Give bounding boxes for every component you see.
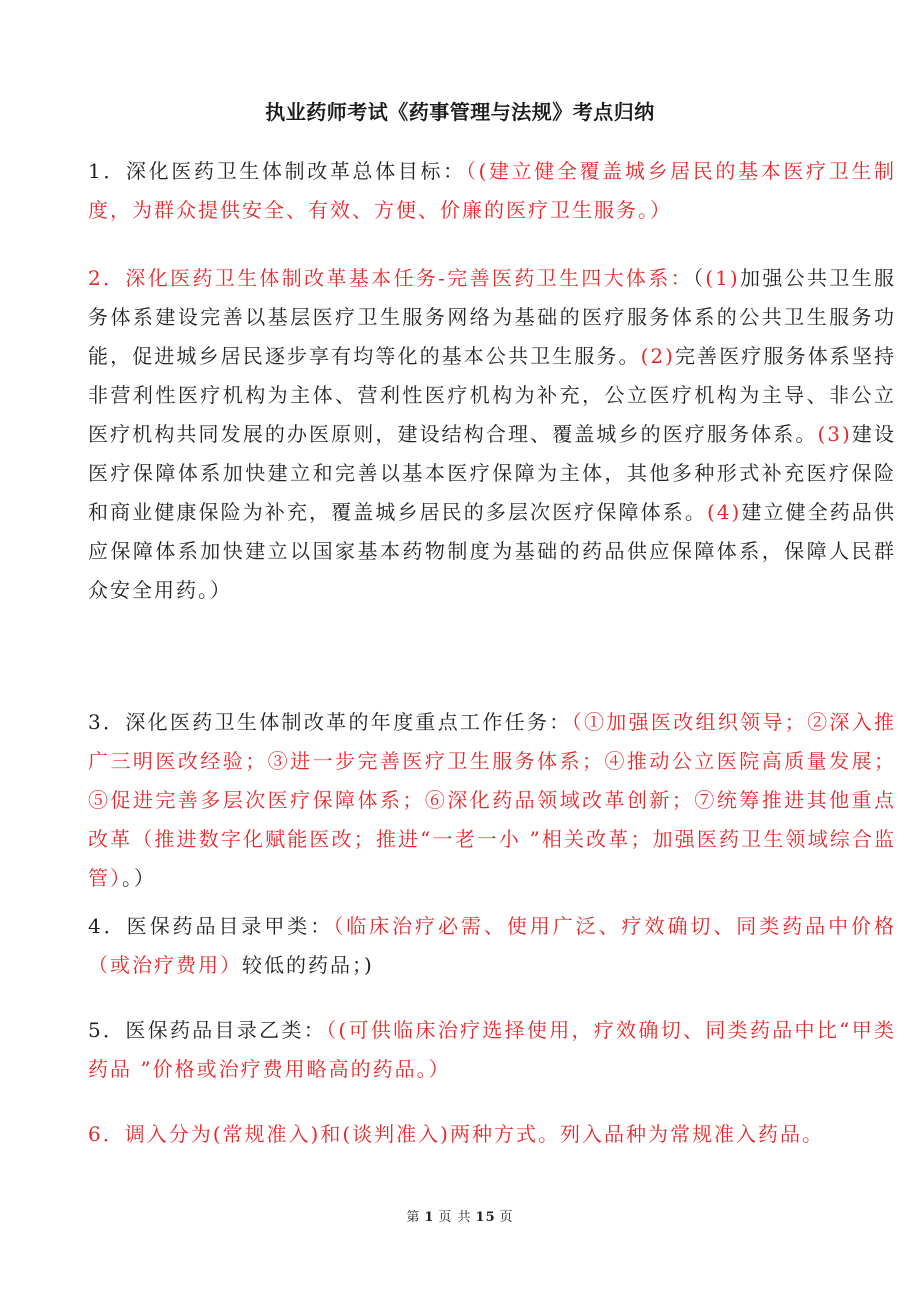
list-item-3 xyxy=(58,703,896,898)
item-2-text-3: 建设医疗保障体系加快建立和完善以基本医疗保障为主体，其他多种形式补充医疗保险和商业健康保险为补充，覆盖城乡居民的多层次医疗保障体系。 xyxy=(88,422,897,524)
item-4-tail: 较低的药品；) xyxy=(242,953,374,977)
item-6-text: 调入分为(常规准入)和(谈判准入)两种方式。列入品种为常规准入药品。 xyxy=(124,1122,824,1146)
item-2-text-2: 完善医疗服务体系坚持非营利性医疗机构为主体、营利性医疗机构为补充，公立医疗机构为主导、非公立医疗机构共同发展的办医原则，建设结构合理、覆盖城乡的医疗服务体系。 xyxy=(88,344,897,446)
item-3-tail: 。） xyxy=(122,866,156,890)
item-2-open: （ xyxy=(692,266,706,290)
item-6-number: 6． xyxy=(88,1122,125,1146)
footer-mid: 页 共 xyxy=(438,1210,472,1225)
page-title: 执业药师考试《药事管理与法规》考点归纳 xyxy=(265,100,655,124)
item-3-answer: （①加强医改组织领导；②深入推广三明医改经验；③进一步完善医疗卫生服务体系；④推动公立医院高质量发展；⑤促进完善多层次医疗保障体系；⑥深化药品领域改革创新；⑦统筹推进其他重点改革（推进数字化赋能医改；推进“一老一小 ”相关改革；加强医药卫生领域综合监管） xyxy=(88,710,897,890)
item-2-number: 2． xyxy=(88,266,126,290)
item-2-text-1: 加强公共卫生服务体系建设完善以基层医疗卫生服务网络为基础的医疗服务体系的公共卫生服务功能，促进城乡居民逐步享有均等化的基本公共卫生服务。 xyxy=(88,266,897,368)
item-2-marker-3: (3) xyxy=(817,422,852,446)
list-item-1 xyxy=(58,152,896,230)
item-2-label: 深化医药卫生体制改革基本任务-完善医药卫生四大体系： xyxy=(125,266,693,290)
item-2-close: ） xyxy=(210,578,232,602)
item-1-number: 1． xyxy=(88,159,127,183)
item-2-text-4: 建立健全药品供应保障体系加快建立以国家基本药物制度为基础的药品供应保障体系，保障人民群众安全用药。 xyxy=(88,500,897,602)
footer-total-pages: 15 xyxy=(475,1210,496,1225)
list-item-2 xyxy=(58,259,896,610)
item-3-label: 深化医药卫生体制改革的年度重点工作任务： xyxy=(125,710,572,734)
item-4-label: 医保药品目录甲类： xyxy=(126,914,334,938)
item-2-marker-4: (4) xyxy=(706,500,742,524)
item-2-marker-2: (2) xyxy=(640,344,675,368)
item-4-number: 4． xyxy=(88,914,127,938)
list-item-6 xyxy=(58,1115,896,1154)
footer-prefix: 第 xyxy=(406,1210,421,1225)
item-3-number: 3． xyxy=(88,710,126,734)
item-4-answer: （临床治疗必需、使用广泛、疗效确切、同类药品中价格（或治疗费用） xyxy=(88,914,897,977)
item-5-answer: （(可供临床治疗选择使用，疗效确切、同类药品中比“甲类药品 ”价格或治疗费用略高的药品。） xyxy=(88,1018,896,1081)
item-1-label: 深化医药卫生体制改革总体目标： xyxy=(126,159,466,183)
footer-page-number: 1 xyxy=(424,1210,435,1225)
footer-suffix: 页 xyxy=(499,1210,514,1225)
item-5-number: 5． xyxy=(88,1018,126,1042)
list-item-4 xyxy=(58,907,896,985)
list-item-5 xyxy=(58,1011,896,1089)
item-1-answer: （(建立健全覆盖城乡居民的基本医疗卫生制度，为群众提供安全、有效、方便、价廉的医疗卫生服务。） xyxy=(88,159,896,222)
item-2-marker-1: (1) xyxy=(705,266,740,290)
item-5-label: 医保药品目录乙类： xyxy=(125,1018,327,1042)
page-footer xyxy=(0,1206,920,1225)
